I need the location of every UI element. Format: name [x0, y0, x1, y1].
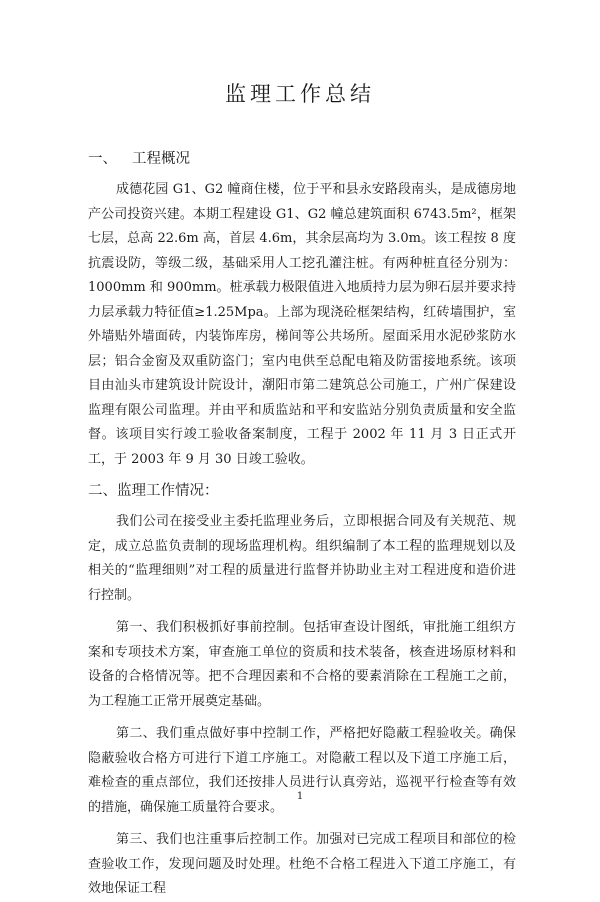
section-heading [88, 478, 516, 504]
paragraph: 我们公司在接受业主委托监理业务后，立即根据合同及有关规范、规定，成立总监负责制的现场监理机构。组织编制了本工程的监理规划以及相关的“监理细则”对工程的质量进行监督并协助业主对工程进度和造价进行控制。 [88, 514, 516, 603]
page-number: 1 [296, 791, 304, 802]
paragraph: 第三、我们也注重事后控制工作。加强对已完成工程项目和部位的检查验收工作，发现问题及时处理。杜绝不合格工程进入下道工序施工，有效地保证工程 [88, 832, 516, 896]
paragraph: 成德花园 G1、G2 幢商住楼，位于平和县永安路段南头，是成德房地产公司投资兴建。本期工程建设 G1、G2 幢总建筑面积 6743.5m²，框架七层，总高 22.6m 高，首层 4.6m，其余层高均为 3.0m。该工程按 8 度抗震设防，等级二级，基础采用人工挖孔灌注桩。有两种桩直径分别为：1000mm 和 900mm。桩承载力极限值进入地质持力层为卵石层并要求持力层承载力特征值≥1.25Mpa。上部为现浇砼框架结构，红砖墙围护，室外墙贴外墙面砖，内装饰库房，梯间等公共场所。屋面采用水泥砂浆防水层；铝合金窗及双重防盗门；室内电供至总配电箱及防雷接地系统。该项目由汕头市建筑设计院设计，潮阳市第二建筑总公司施工，广州广保建设监理有限公司监理。并由平和质监站和平和安监站分别负责质量和安全监督。该项目实行竣工验收备案制度，工程于 2002 年 11 月 3 日正式开工，于 2003 年 9 月 30 日竣工验收。 [88, 182, 516, 467]
section-number: 二、 [88, 483, 117, 499]
paragraph: 第二、我们重点做好事中控制工作，严格把好隐蔽工程验收关。确保隐蔽验收合格方可进行下道工序施工。对隐蔽工程以及下道工序施工后，难检查的重点部位，我们还按排人员进行认真旁站，巡视平行检查等有效的措施，确保施工质量符合要求。 [88, 726, 516, 815]
section-heading [88, 146, 516, 172]
section-title: 监理工作情况： [117, 483, 219, 499]
document-body [88, 146, 516, 902]
paragraph: 第一、我们积极抓好事前控制。包括审查设计图纸，审批施工组织方案和专项技术方案，审查施工单位的资质和技术装备，核查进场原材料和设备的合格情况等。把不合理因素和不合格的要素消除在工程施工之前，为工程施工正常开展奠定基础。 [88, 620, 516, 709]
page-title: 监理工作总结 [225, 82, 375, 106]
section-title: 工程概况 [132, 151, 190, 167]
section-number: 一、 [88, 151, 117, 167]
